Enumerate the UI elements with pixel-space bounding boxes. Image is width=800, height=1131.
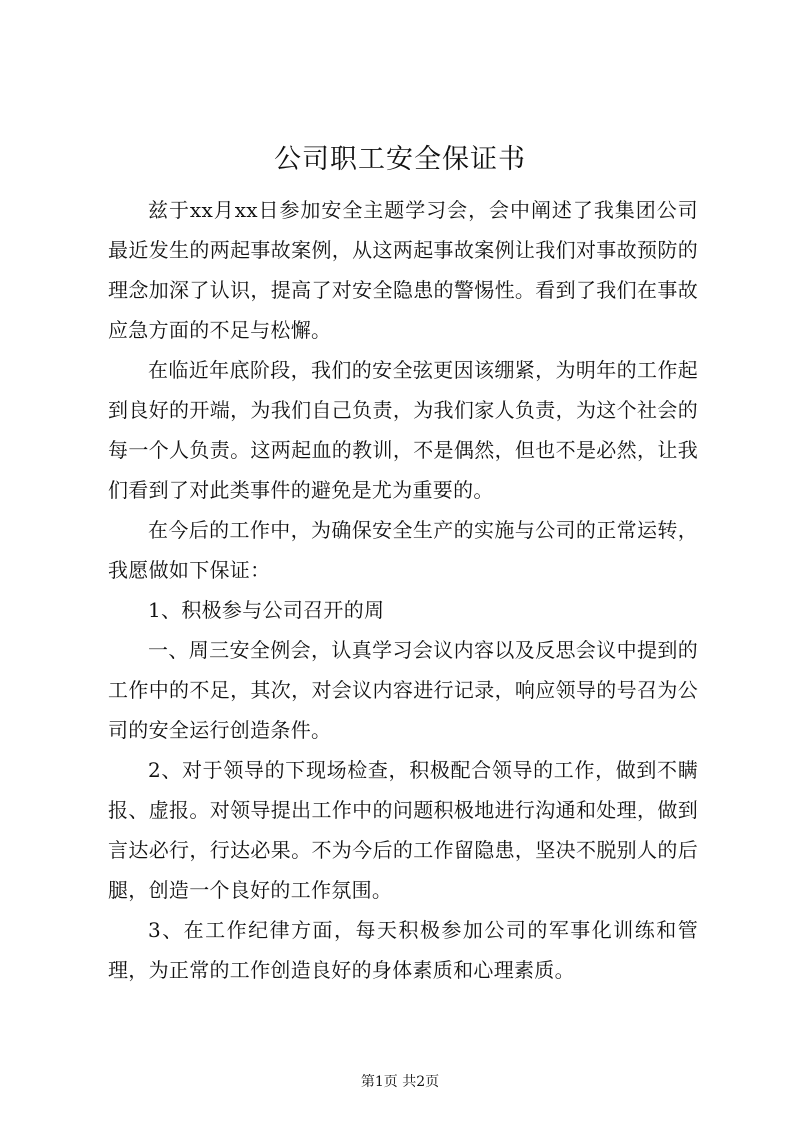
paragraph-intro: 兹于xx月xx日参加安全主题学习会，会中阐述了我集团公司最近发生的两起事故案例，从这两起事故案例让我们对事故预防的理念加深了认识，提高了对安全隐患的警惕性。看到了我们在事故应急方面的不足与松懈。: [108, 198, 698, 342]
paragraph-item-3: 3、在工作纪律方面，每天积极参加公司的军事化训练和管理，为正常的工作创造良好的身体素质和心理素质。: [108, 918, 698, 982]
page-number-footer: 第1页 共2页: [360, 1074, 440, 1090]
paragraph-item-1-detail: 一、周三安全例会，认真学习会议内容以及反思会议中提到的工作中的不足，其次，对会议内容进行记录，响应领导的号召为公司的安全运行创造条件。: [108, 638, 698, 742]
paragraph-item-1: 1、积极参与公司召开的周: [148, 598, 385, 622]
paragraph-item-2: 2、对于领导的下现场检查，积极配合领导的工作，做到不瞒报、虚报。对领导提出工作中的问题积极地进行沟通和处理，做到言达必行，行达必果。不为今后的工作留隐患，坚决不脱别人的后腿，创造一个良好的工作氛围。: [108, 758, 698, 902]
paragraph-year-end: 在临近年底阶段，我们的安全弦更因该绷紧，为明年的工作起到良好的开端，为我们自己负责，为我们家人负责，为这个社会的每一个人负责。这两起血的教训，不是偶然，但也不是必然，让我们看到了对此类事件的避免是尤为重要的。: [108, 358, 698, 502]
document-body: [108, 190, 698, 990]
paragraph-pledge-intro: 在今后的工作中，为确保安全生产的实施与公司的正常运转，我愿做如下保证：: [108, 518, 698, 582]
document-title: 公司职工安全保证书: [274, 144, 526, 175]
